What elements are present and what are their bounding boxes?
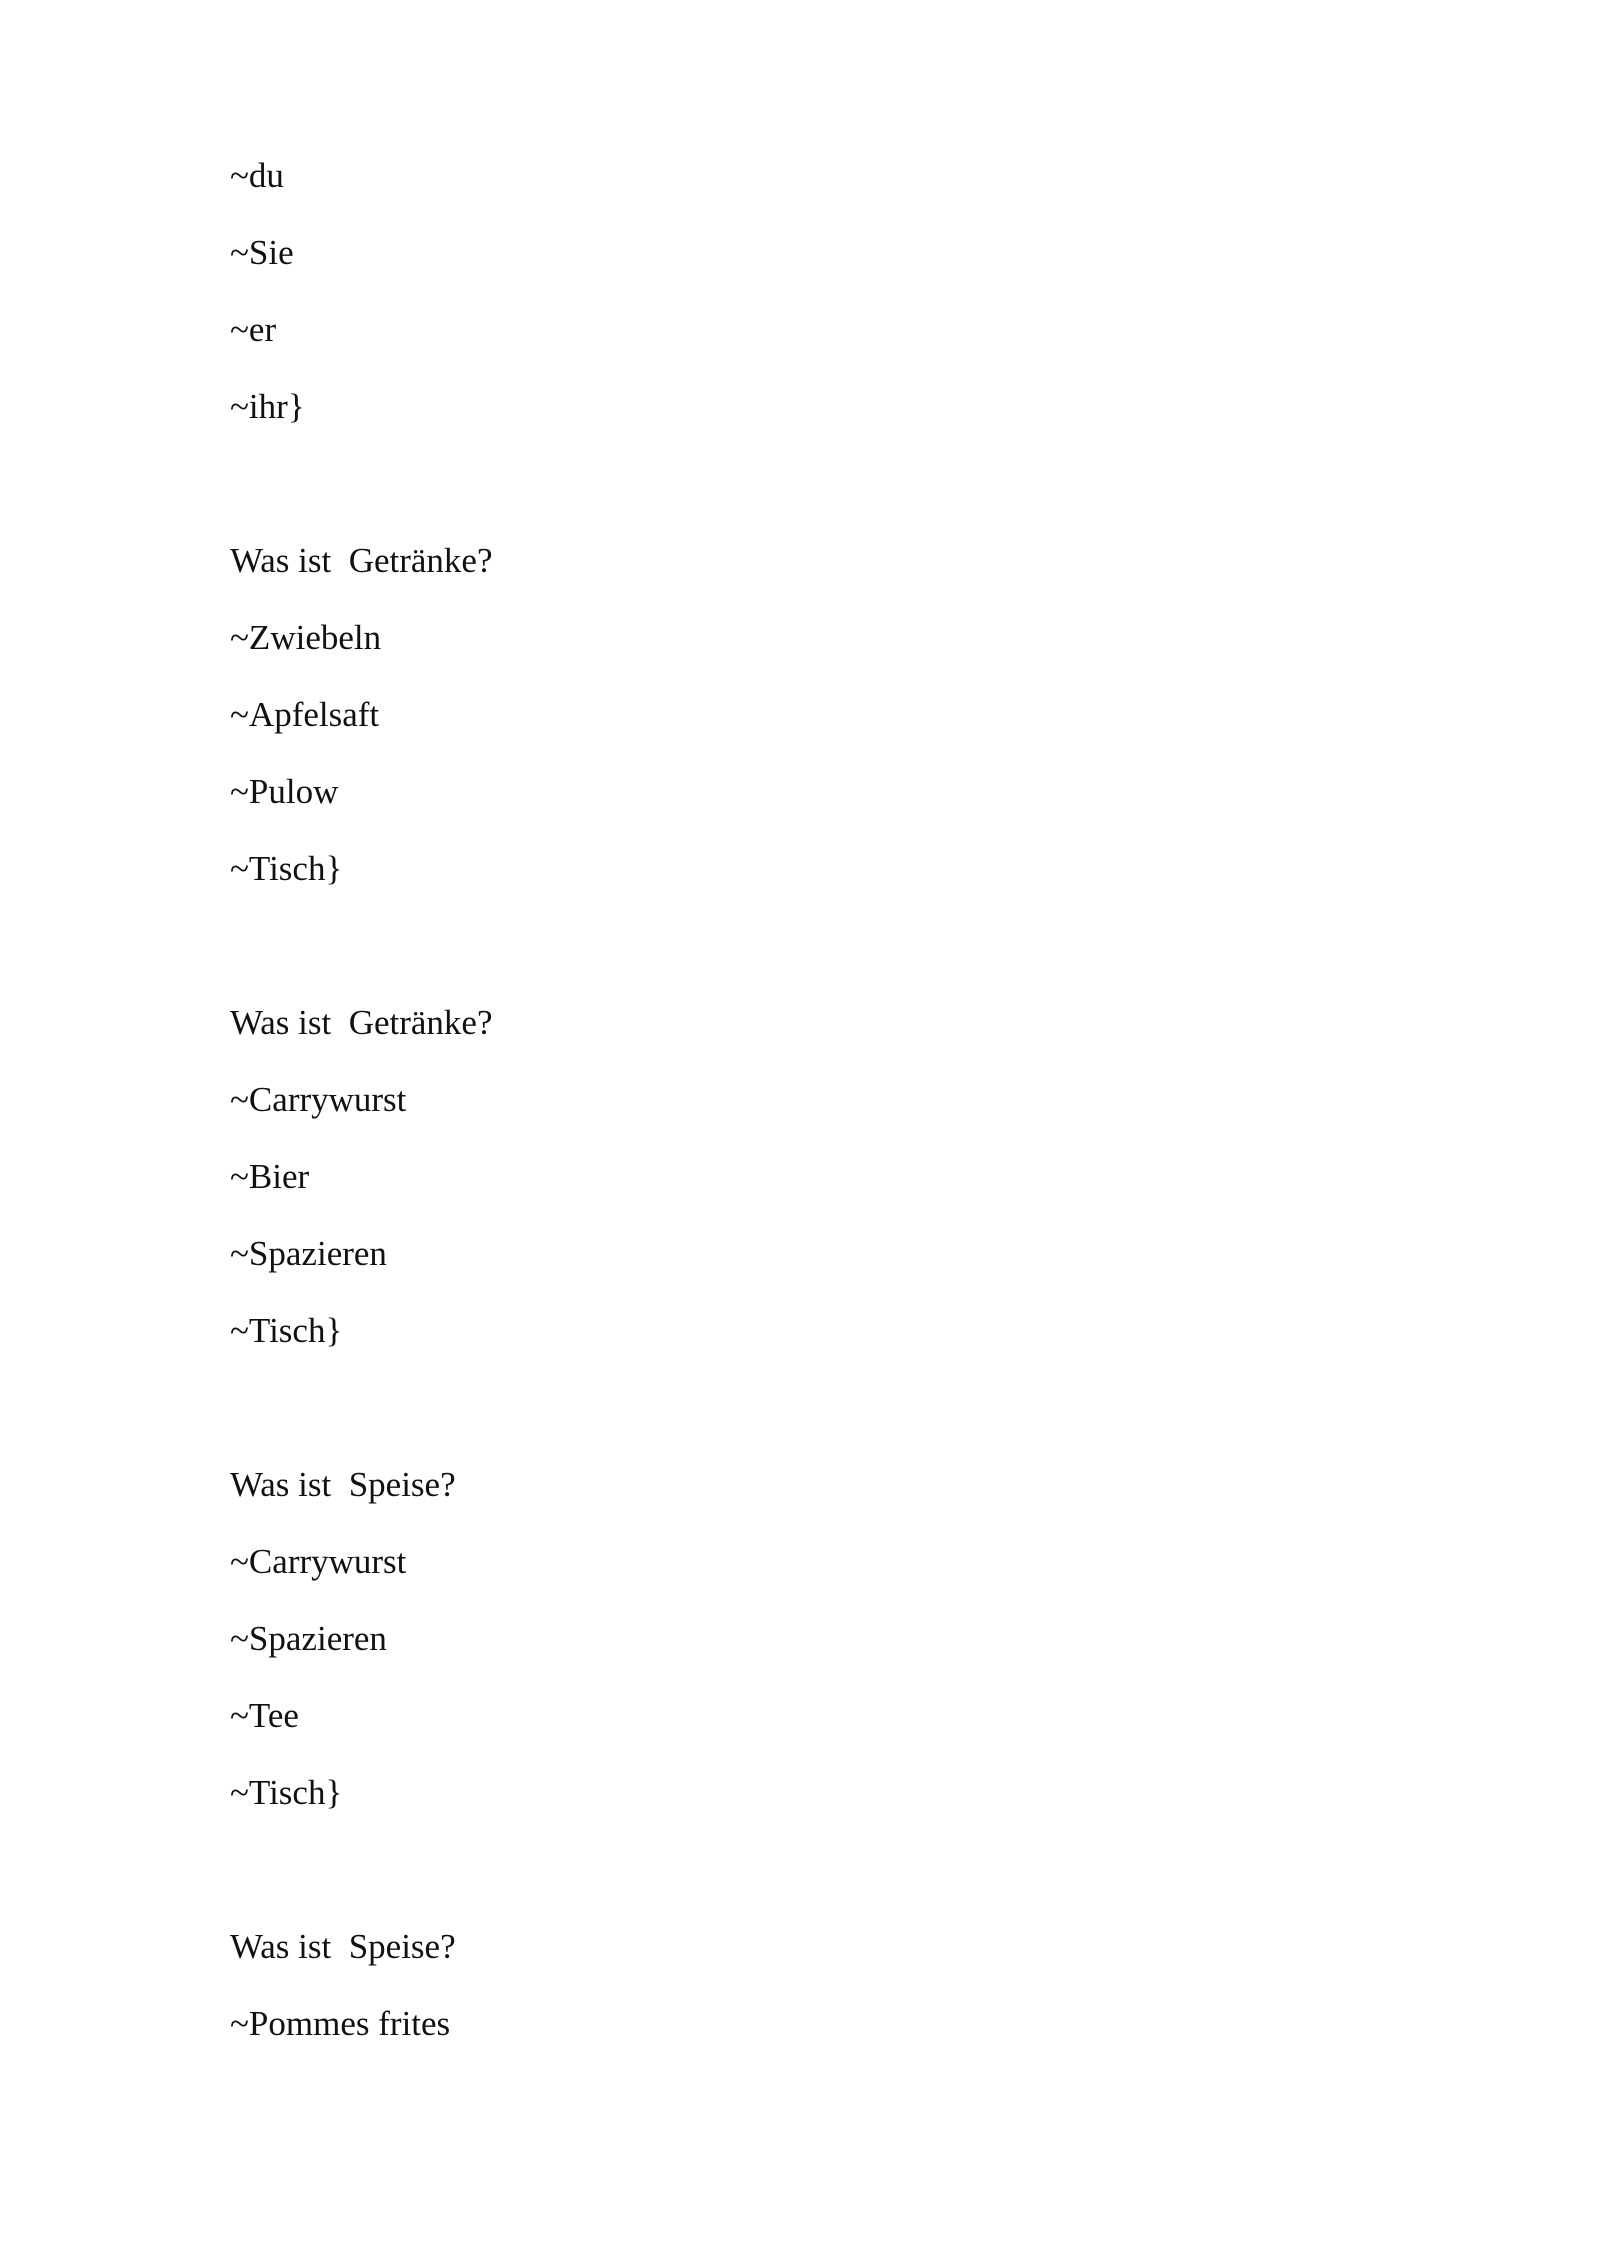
answer-option: ~Carrywurst	[230, 1542, 407, 1581]
answer-option: ~Spazieren	[230, 1619, 387, 1658]
blank-line	[230, 1376, 493, 1453]
answer-option: ~Pommes frites	[230, 2004, 451, 2043]
answer-option: ~Bier	[230, 1157, 310, 1196]
answer-option: ~Pulow	[230, 772, 339, 811]
answer-option: ~Tisch}	[230, 1311, 343, 1350]
answer-option: ~Carrywurst	[230, 1080, 407, 1119]
blank-line	[230, 1838, 493, 1915]
question-text: Was ist Getränke?	[230, 1003, 493, 1042]
answer-option: ~Tisch}	[230, 849, 343, 888]
question-text: Was ist Speise?	[230, 1465, 456, 1504]
answer-option: ~Sie	[230, 233, 294, 272]
answer-option: ~er	[230, 310, 277, 349]
answer-option: ~Spazieren	[230, 1234, 387, 1273]
document-text	[230, 144, 493, 2069]
question-text: Was ist Getränke?	[230, 541, 493, 580]
answer-option: ~du	[230, 156, 284, 195]
blank-line	[230, 452, 493, 529]
question-text: Was ist Speise?	[230, 1927, 456, 1966]
answer-option: ~ihr}	[230, 387, 305, 426]
answer-option: ~Tisch}	[230, 1773, 343, 1812]
answer-option: ~Apfelsaft	[230, 695, 380, 734]
answer-option: ~Zwiebeln	[230, 618, 382, 657]
answer-option: ~Tee	[230, 1696, 299, 1735]
blank-line	[230, 914, 493, 991]
